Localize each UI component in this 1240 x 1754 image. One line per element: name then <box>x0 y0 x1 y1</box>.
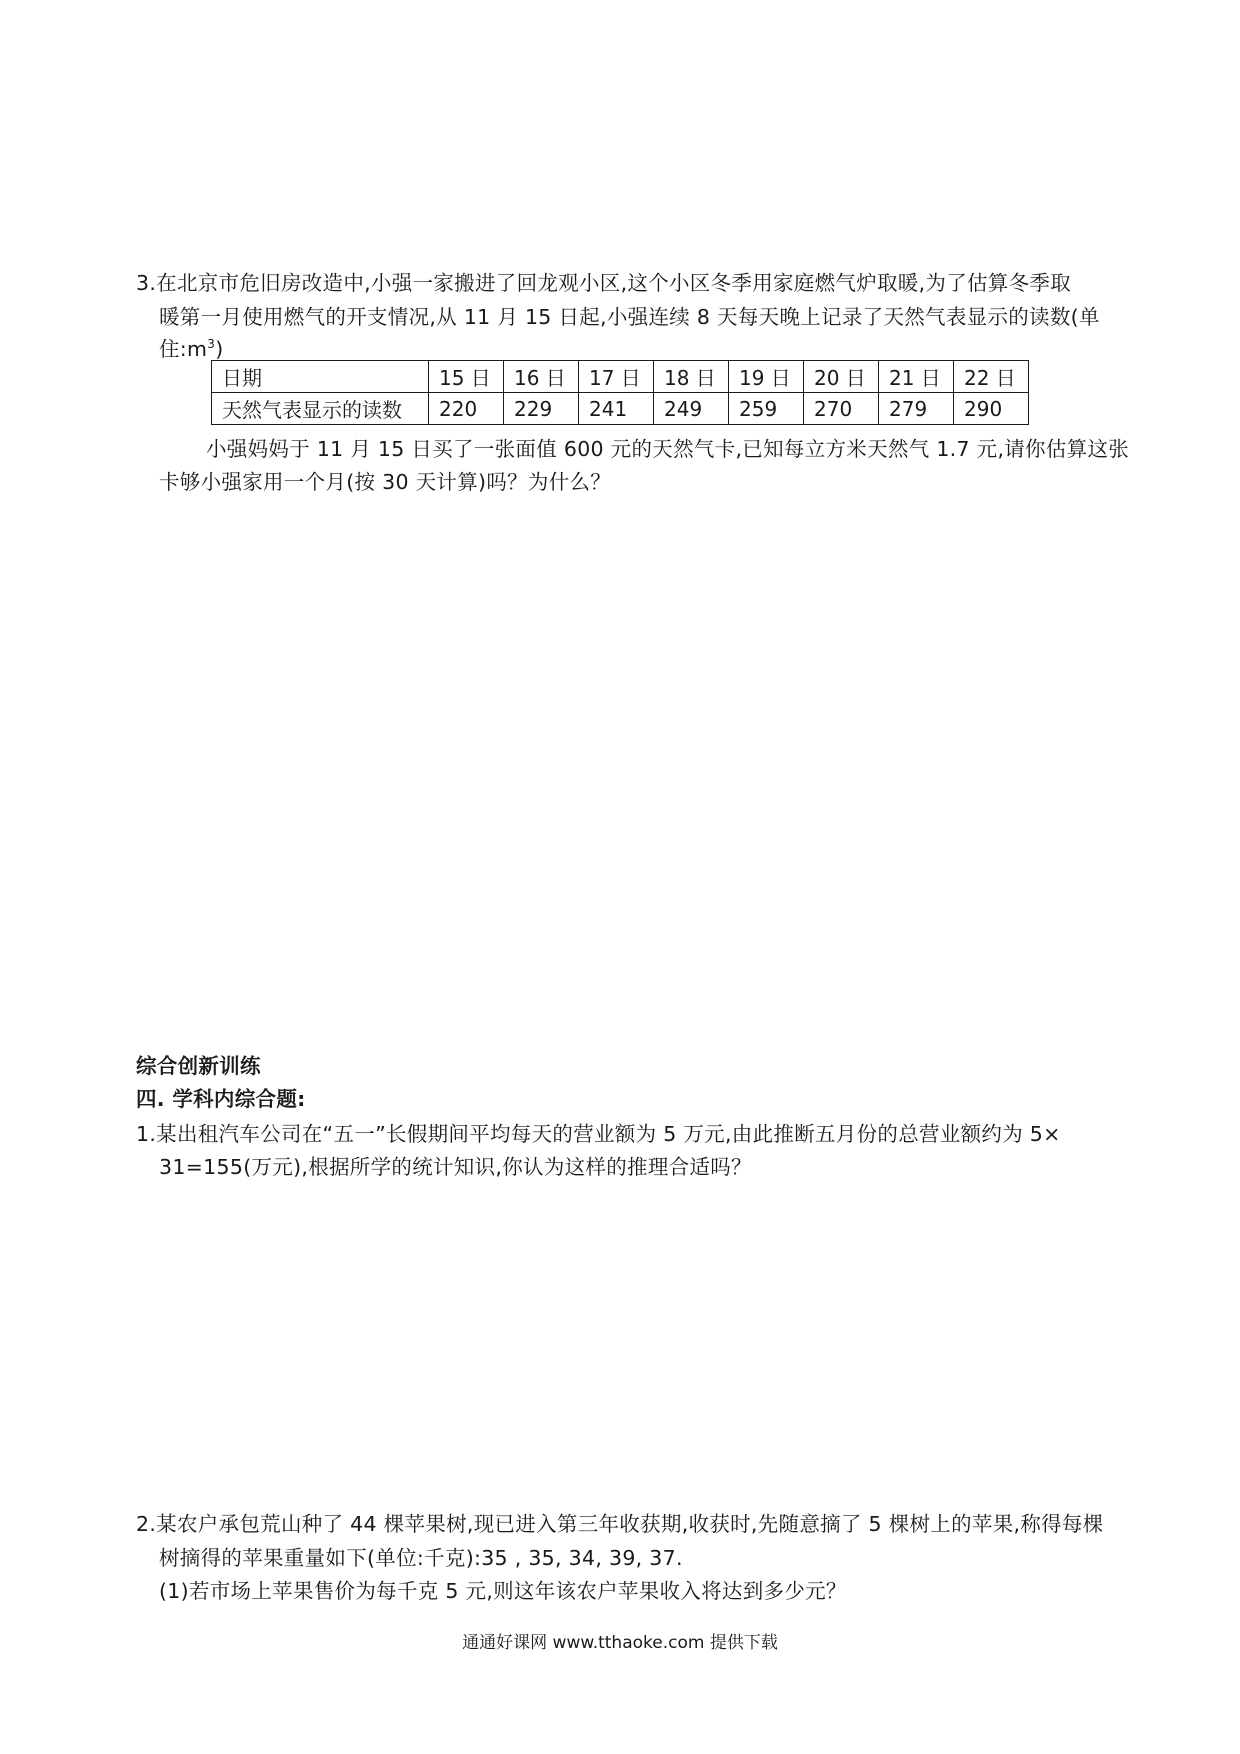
reading-cell: 270 <box>804 393 879 425</box>
reading-cell: 259 <box>729 393 804 425</box>
date-cell: 16 日 <box>504 361 579 393</box>
gas-readings-table <box>211 360 1029 425</box>
problem3-line2: 暖第一月使用燃气的开支情况,从 11 月 15 日起,小强连续 8 天每天晚上记录了天然气表显示的读数(单 <box>159 305 1100 329</box>
date-cell: 18 日 <box>654 361 729 393</box>
date-cell: 17 日 <box>579 361 654 393</box>
table-row-readings <box>212 393 1029 425</box>
section-heading: 综合创新训练 <box>136 1054 261 1078</box>
problem2-subquestion1: (1)若市场上苹果售价为每千克 5 元,则这年该农户苹果收入将达到多少元？ <box>159 1579 847 1603</box>
row-label-date: 日期 <box>212 361 429 393</box>
reading-cell: 249 <box>654 393 729 425</box>
problem1-line2: 31=155(万元),根据所学的统计知识,你认为这样的推理合适吗？ <box>159 1155 752 1179</box>
page-footer: 通通好课网 www.tthaoke.com 提供下载 <box>462 1633 778 1653</box>
problem3-question-line2: 卡够小强家用一个月(按 30 天计算)吗？为什么？ <box>159 470 612 494</box>
problem3-line3-suffix: ) <box>215 337 224 361</box>
problem1-line1: 1.某出租汽车公司在“五一”长假期间平均每天的营业额为 5 万元,由此推断五月份的总营业额约为 5× <box>136 1122 1061 1146</box>
problem3-line3-superscript: 3 <box>207 337 216 352</box>
row-label-reading: 天然气表显示的读数 <box>212 393 429 425</box>
reading-cell: 290 <box>954 393 1029 425</box>
reading-cell: 229 <box>504 393 579 425</box>
table-row-dates <box>212 361 1029 393</box>
date-cell: 19 日 <box>729 361 804 393</box>
date-cell: 21 日 <box>879 361 954 393</box>
problem3-line3-prefix: 住:m <box>159 337 208 361</box>
reading-cell: 241 <box>579 393 654 425</box>
problem2-line2: 树摘得的苹果重量如下(单位:千克):35 , 35, 34, 39, 37. <box>159 1546 683 1570</box>
section-subheading: 四. 学科内综合题: <box>136 1087 306 1111</box>
reading-cell: 220 <box>429 393 504 425</box>
problem3-line1: 3.在北京市危旧房改造中,小强一家搬进了回龙观小区,这个小区冬季用家庭燃气炉取暖,为了估算冬季取 <box>136 271 1072 295</box>
date-cell: 20 日 <box>804 361 879 393</box>
problem3-line3 <box>159 332 224 362</box>
date-cell: 15 日 <box>429 361 504 393</box>
problem2-line1: 2.某农户承包荒山种了 44 棵苹果树,现已进入第三年收获期,收获时,先随意摘了 5 棵树上的苹果,称得每棵 <box>136 1512 1104 1536</box>
problem3-question-line1: 小强妈妈于 11 月 15 日买了一张面值 600 元的天然气卡,已知每立方米天然气 1.7 元,请你估算这张 <box>206 437 1130 461</box>
date-cell: 22 日 <box>954 361 1029 393</box>
reading-cell: 279 <box>879 393 954 425</box>
